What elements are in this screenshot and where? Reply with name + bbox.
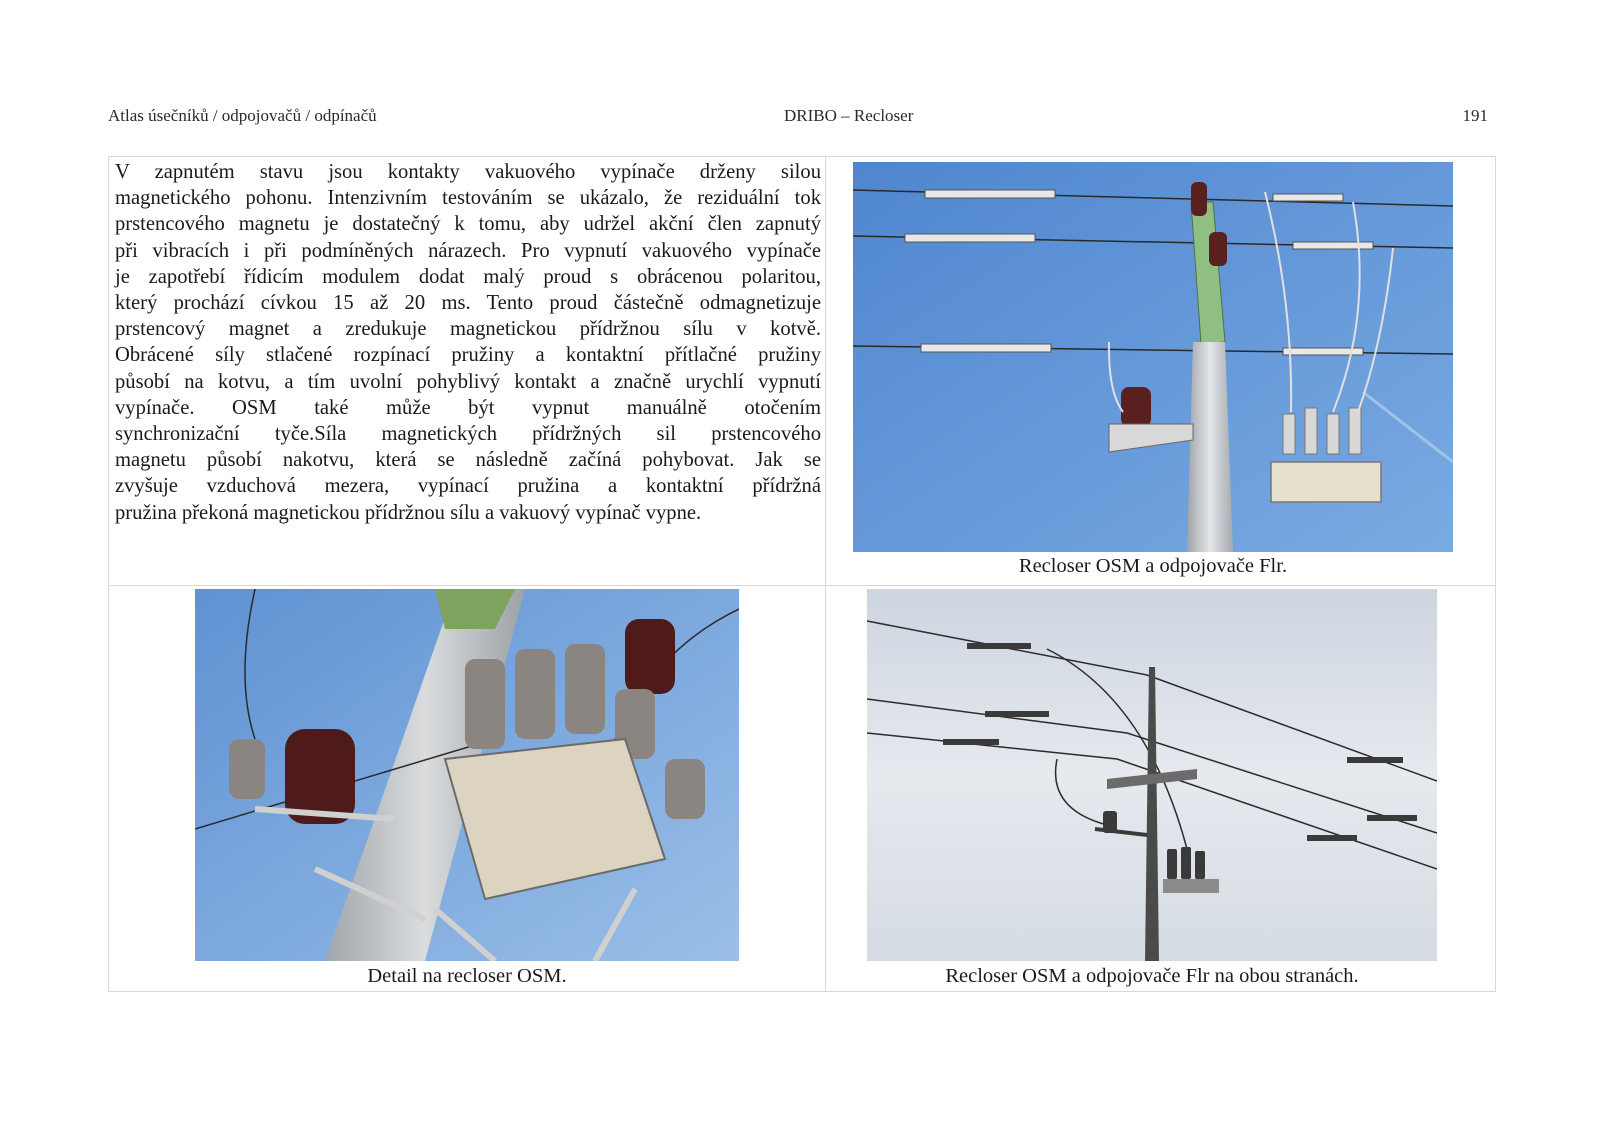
photo-pole-both-sides xyxy=(867,589,1437,961)
page-header xyxy=(108,106,1488,134)
paragraph-line: magnetu působí nakotvu, která se následně začíná pohybovat. Jak se xyxy=(115,449,821,472)
paragraph-line: vypínače. OSM také může být vypnut manuálně otočením xyxy=(115,396,821,419)
header-atlas-title: Atlas úsečníků / odpojovačů / odpínačů xyxy=(108,106,377,125)
page-number: 191 xyxy=(1462,106,1488,125)
paragraph-line: působí na kotvu, a tím uvolní pohyblivý kontakt a značně urychlí vypnutí xyxy=(115,370,821,393)
caption-bottom-left: Detail na recloser OSM. xyxy=(367,965,567,987)
photo-recloser-detail xyxy=(195,589,739,961)
table-divider-horizontal xyxy=(109,585,1495,586)
paragraph-line: prstencového magnetu je dostatečný k tomu, aby udržel akční člen zapnutý xyxy=(115,213,821,236)
header-section-title: DRIBO – Recloser xyxy=(784,106,914,125)
paragraph-line: který prochází cívkou 15 až 20 ms. Tento proud částečně odmagnetizuje xyxy=(115,292,821,315)
paragraph-line: synchronizační tyče.Síla magnetických přídržných sil prstencového xyxy=(115,423,821,446)
caption-bottom-right: Recloser OSM a odpojovače Flr na obou stranách. xyxy=(945,965,1359,987)
content-table xyxy=(108,156,1496,992)
paragraph-line: pružina překoná magnetickou přídržnou sílu a vakuový vypínač vypne. xyxy=(115,501,702,524)
photo-recloser-pole xyxy=(853,162,1453,552)
paragraph-line: prstencový magnet a zredukuje magnetickou přídržnou sílu v kotvě. xyxy=(115,318,821,341)
paragraph-line: při vibracích i při podmíněných nárazech. Pro vypnutí vakuového vypínače xyxy=(115,239,821,262)
table-divider-vertical xyxy=(825,157,826,991)
paragraph-line: V zapnutém stavu jsou kontakty vakuového vypínače drženy silou xyxy=(115,161,821,183)
description-paragraph xyxy=(115,159,821,526)
paragraph-line: zvyšuje vzduchová mezera, vypínací pružina a kontaktní přídržná xyxy=(115,475,821,498)
paragraph-line: Obrácené síly stlačené rozpínací pružiny a kontaktní přítlačné pružiny xyxy=(115,344,821,367)
paragraph-line: je zapotřebí řídicím modulem dodat malý proud s obrácenou polaritou, xyxy=(115,265,821,288)
caption-top-right: Recloser OSM a odpojovače Flr. xyxy=(1018,555,1288,577)
paragraph-line: magnetického pohonu. Intenzivním testováním se ukázalo, že reziduální tok xyxy=(115,187,821,210)
